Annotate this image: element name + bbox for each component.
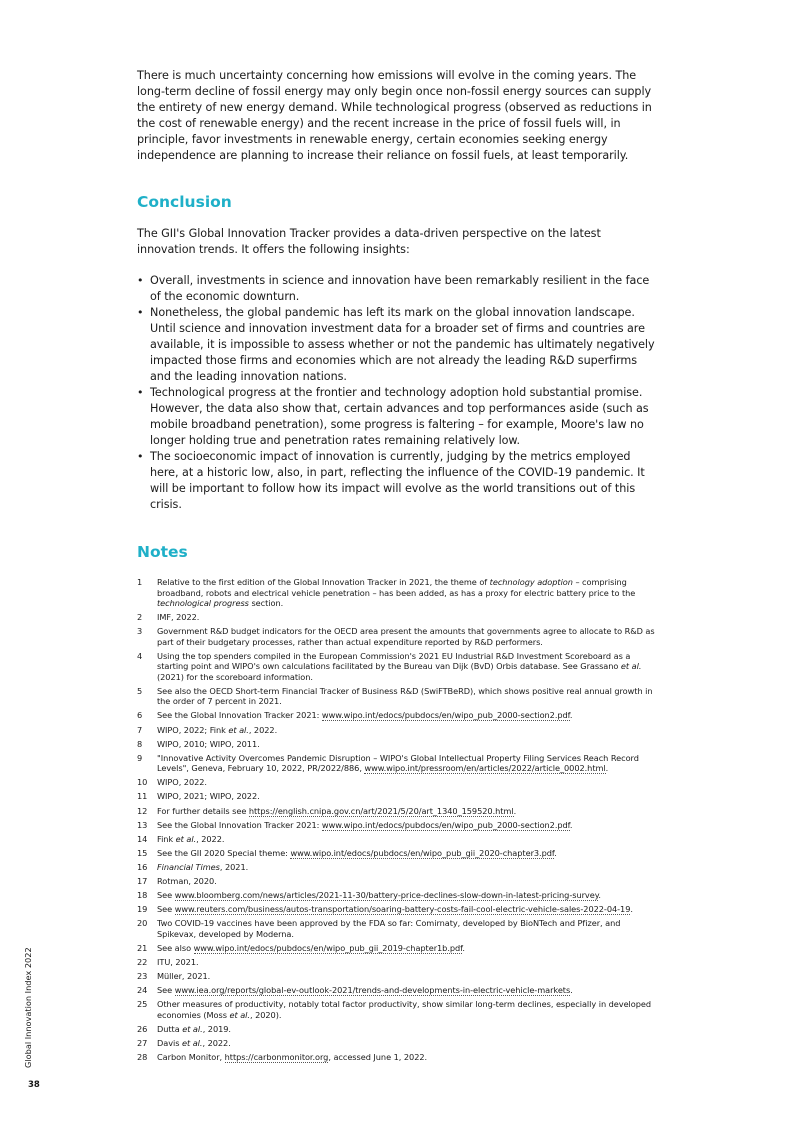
insights-list xyxy=(137,273,657,513)
note-text xyxy=(157,904,657,915)
notes-heading: Notes xyxy=(137,543,188,561)
note-item xyxy=(137,999,657,1020)
note-emphasis: technology adoption xyxy=(489,577,573,587)
note-item xyxy=(137,957,657,968)
notes-list xyxy=(137,577,657,1063)
note-text-segment: Müller, 2021. xyxy=(157,971,211,982)
note-item xyxy=(137,1052,657,1063)
note-text xyxy=(157,753,657,774)
insight-item xyxy=(137,273,657,305)
insight-text: Technological progress at the frontier and technology adoption hold substantial promise. However, the data also show that, certain advances and top performances aside (such as mobile broadband penetration), some progress is faltering – for example, Moore's law no longer holding true and penetration rates remaining relatively low. xyxy=(150,386,649,447)
note-text-segment: section. xyxy=(248,598,284,608)
note-text xyxy=(157,890,657,901)
note-number: 4 xyxy=(137,650,143,661)
note-text xyxy=(157,985,657,996)
note-text xyxy=(157,862,657,873)
note-text-segment: See also the OECD Short-term Financial Tracker of Business R&D (SwiFTBeRD), which shows positive real annual growth in the order of 7 percent in 2021. xyxy=(157,685,653,707)
note-emphasis: et al. xyxy=(228,724,249,735)
note-item xyxy=(137,753,657,774)
note-number: 13 xyxy=(137,819,148,830)
note-link[interactable]: www.wipo.int/pressroom/en/articles/2022/article_0002.html xyxy=(364,763,606,774)
note-emphasis: et al. xyxy=(175,833,197,844)
note-text-segment: For further details see xyxy=(157,805,249,816)
note-number: 19 xyxy=(137,904,148,915)
note-item xyxy=(137,1024,657,1035)
note-text-segment: WIPO, 2022; Fink xyxy=(157,724,229,735)
note-item xyxy=(137,918,657,939)
note-emphasis: et al. xyxy=(182,1023,203,1034)
note-text-segment: Dutta xyxy=(157,1023,183,1034)
note-text xyxy=(157,739,657,750)
note-text xyxy=(157,971,657,982)
note-number: 14 xyxy=(137,833,148,844)
note-text-segment: . xyxy=(569,819,573,830)
note-text-segment: Rotman, 2020. xyxy=(157,876,217,886)
bullet-icon: • xyxy=(137,386,144,399)
insight-text: The socioeconomic impact of innovation is currently, judging by the metrics employed here, at a historic low, also, in part, reflecting the influence of the COVID-19 pandemic. It will be important to follow how its impact will evolve as the world transitions out of this crisis. xyxy=(150,450,645,511)
note-text-segment: IMF, 2022. xyxy=(157,612,200,623)
note-text-segment: , accessed June 1, 2022. xyxy=(328,1052,428,1063)
note-item xyxy=(137,626,657,647)
note-number: 15 xyxy=(137,847,148,858)
note-number: 21 xyxy=(137,942,148,953)
note-text xyxy=(157,806,657,817)
note-number: 27 xyxy=(137,1037,148,1048)
note-emphasis: et al. xyxy=(182,1037,203,1048)
note-text xyxy=(157,791,657,802)
note-link[interactable]: www.wipo.int/edocs/pubdocs/en/wipo_pub_2000-section2.pdf xyxy=(321,710,570,721)
note-text xyxy=(157,1052,657,1063)
note-item xyxy=(137,791,657,802)
conclusion-heading: Conclusion xyxy=(137,193,232,211)
note-emphasis: Financial Times xyxy=(157,861,220,872)
note-item xyxy=(137,820,657,831)
note-text-segment: . xyxy=(554,847,557,858)
note-number: 28 xyxy=(137,1052,148,1063)
note-text xyxy=(157,918,657,939)
note-number: 9 xyxy=(137,752,143,763)
note-number: 6 xyxy=(137,710,143,721)
note-text-segment: Government R&D budget indicators for the OECD area present the amounts that governments agree to allocate to R&D as part of their budgetary processes, rather than actual expenditure reported by R&D performers. xyxy=(157,626,655,647)
insight-item xyxy=(137,449,657,513)
note-text-segment: WIPO, 2022. xyxy=(157,777,207,788)
insight-text: Nonetheless, the global pandemic has left its mark on the global innovation landscape. Until science and innovation investment data for a broader set of firms and countries are available, it is impossible to assess whether or not the pandemic has ultimately negatively impacted those firms and economies which are not already the leading R&D superfirms and the leading innovation nations. xyxy=(150,306,655,383)
note-text xyxy=(157,943,657,954)
note-text xyxy=(157,626,657,647)
note-text xyxy=(157,1038,657,1049)
note-emphasis: et al. xyxy=(229,1009,250,1020)
note-item xyxy=(137,651,657,683)
page-content xyxy=(137,68,657,1066)
note-item xyxy=(137,848,657,859)
note-number: 25 xyxy=(137,999,148,1010)
note-text xyxy=(157,777,657,788)
note-text-segment: , 2020). xyxy=(249,1009,282,1020)
note-number: 1 xyxy=(137,577,143,587)
note-text xyxy=(157,577,657,609)
publication-title-vertical: Global Innovation Index 2022 xyxy=(23,947,33,1068)
note-item xyxy=(137,777,657,788)
note-text-segment: , 2021. xyxy=(219,861,249,872)
note-link[interactable]: www.wipo.int/edocs/pubdocs/en/wipo_pub_2000-section2.pdf xyxy=(321,819,570,830)
note-number: 12 xyxy=(137,805,148,816)
note-text-segment: WIPO, 2021; WIPO, 2022. xyxy=(157,791,260,802)
note-item xyxy=(137,985,657,996)
note-text-segment: See xyxy=(157,890,175,901)
bullet-icon: • xyxy=(137,450,144,463)
intro-paragraph: There is much uncertainty concerning how emissions will evolve in the coming years. The long-term decline of fossil energy may only begin once non-fossil energy sources can supply the entirety of new energy demand. While technological progress (observed as reductions in the cost of renewable energy) and the recent increase in the price of fossil fuels will, in principle, favor investments in renewable energy, certain economies seeking energy independence are planning to increase their reliance on fossil fuels, at least temporarily. xyxy=(137,69,652,162)
note-text-segment: (2021) for the scoreboard information. xyxy=(157,671,313,682)
note-text-segment: See xyxy=(157,985,175,996)
note-item xyxy=(137,971,657,982)
note-text-segment: Two COVID-19 vaccines have been approved by the FDA so far: Comirnaty, developed by BioNTech and Pfizer, and Spikevax, developed by Moderna. xyxy=(157,918,621,939)
note-text-segment: , 2022. xyxy=(202,1037,231,1048)
note-text xyxy=(157,957,657,968)
note-link[interactable]: www.bloomberg.com/news/articles/2021-11-30/battery-price-declines-slow-down-in-latest-pricing-survey xyxy=(174,890,599,901)
note-text-segment: . xyxy=(570,985,573,996)
note-text-segment: – comprising broadband, robots and electrical vehicle penetration – has been added, as has a proxy for electric battery price to the xyxy=(157,577,636,598)
note-item xyxy=(137,890,657,901)
note-number: 16 xyxy=(137,861,148,872)
note-number: 18 xyxy=(137,890,148,901)
note-number: 11 xyxy=(137,791,148,802)
note-text xyxy=(157,876,657,887)
insight-item xyxy=(137,385,657,449)
note-item xyxy=(137,876,657,887)
note-emphasis: technological progress xyxy=(157,598,249,608)
note-text-segment: WIPO, 2010; WIPO, 2011. xyxy=(157,738,260,749)
note-text-segment: Using the top spenders compiled in the European Commission's 2021 EU Industrial R&D Investment Scoreboard as a starting point and WIPO's own calculations facilitated by the Bureau van Dijk (BvD) Orbis database. See Grassano xyxy=(157,650,631,672)
note-item xyxy=(137,862,657,873)
bullet-icon: • xyxy=(137,306,144,319)
note-text-segment: . xyxy=(569,710,573,721)
note-text-segment: . xyxy=(462,942,465,953)
note-number: 10 xyxy=(137,777,148,788)
note-number: 3 xyxy=(137,626,143,637)
note-text xyxy=(157,820,657,831)
note-text-segment: See also xyxy=(157,942,194,953)
note-text xyxy=(157,686,657,707)
note-text-segment: . xyxy=(605,763,609,774)
note-text xyxy=(157,1024,657,1035)
conclusion-lead: The GII's Global Innovation Tracker provides a data-driven perspective on the latest innovation trends. It offers the following insights: xyxy=(137,227,601,256)
note-link[interactable]: www.wipo.int/edocs/pubdocs/en/wipo_pub_gii_2019-chapter1b.pdf xyxy=(193,942,463,953)
note-item xyxy=(137,686,657,707)
insight-item xyxy=(137,305,657,385)
note-emphasis: et al. xyxy=(620,661,642,672)
note-item xyxy=(137,612,657,623)
note-item xyxy=(137,710,657,721)
note-text-segment: See xyxy=(157,904,175,915)
note-number: 23 xyxy=(137,971,148,982)
note-item xyxy=(137,725,657,736)
note-item xyxy=(137,904,657,915)
note-link[interactable]: www.reuters.com/business/autos-transportation/soaring-battery-costs-fail-cool-electric-vehicle-sales-2022-04-19 xyxy=(174,904,631,915)
note-text-segment: Relative to the first edition of the Global Innovation Tracker in 2021, the theme of xyxy=(157,577,490,587)
note-text-segment: See the GII 2020 Special theme: xyxy=(157,847,291,858)
note-text xyxy=(157,651,657,683)
note-text xyxy=(157,999,657,1020)
note-item xyxy=(137,1038,657,1049)
note-item xyxy=(137,739,657,750)
note-number: 20 xyxy=(137,918,148,929)
note-link[interactable]: https://carbonmonitor.org xyxy=(224,1052,329,1063)
note-link[interactable]: https://english.cnipa.gov.cn/art/2021/5/20/art_1340_159520.html xyxy=(248,805,514,816)
note-text xyxy=(157,612,657,623)
insight-text: Overall, investments in science and innovation have been remarkably resilient in the face of the economic downturn. xyxy=(150,274,650,303)
note-number: 26 xyxy=(137,1023,148,1034)
note-text-segment: ITU, 2021. xyxy=(157,956,199,967)
note-text-segment: See the Global Innovation Tracker 2021: xyxy=(157,710,322,721)
note-text-segment: , 2022. xyxy=(196,833,225,844)
note-number: 2 xyxy=(137,612,143,623)
note-item xyxy=(137,834,657,845)
note-number: 24 xyxy=(137,985,148,996)
note-text-segment: . xyxy=(513,805,517,816)
note-item xyxy=(137,577,657,609)
page-number: 38 xyxy=(28,1080,40,1090)
note-text-segment: . xyxy=(630,904,633,915)
note-text-segment: , 2019. xyxy=(202,1023,231,1034)
note-item xyxy=(137,943,657,954)
note-text-segment: Other measures of productivity, notably total factor productivity, show similar long-term declines, especially in developed economies (Moss xyxy=(157,999,652,1020)
note-text-segment: , 2022. xyxy=(248,724,278,735)
note-text-segment: Fink xyxy=(157,833,176,844)
note-text-segment: "Innovative Activity Overcomes Pandemic Disruption – WIPO's Global Intellectual Property Filing Services Reach Record Levels", Geneva, February 10, 2022, PR/2022/886, xyxy=(157,752,639,774)
note-text-segment: See the Global Innovation Tracker 2021: xyxy=(157,819,322,830)
note-number: 7 xyxy=(137,724,143,735)
note-text xyxy=(157,834,657,845)
note-number: 22 xyxy=(137,956,148,967)
note-link[interactable]: www.iea.org/reports/global-ev-outlook-2021/trends-and-developments-in-electric-vehicle-markets xyxy=(174,985,571,996)
note-text xyxy=(157,725,657,736)
note-link[interactable]: www.wipo.int/edocs/pubdocs/en/wipo_pub_gii_2020-chapter3.pdf xyxy=(290,847,555,858)
note-number: 5 xyxy=(137,685,143,696)
note-text-segment: . xyxy=(598,890,601,901)
note-number: 8 xyxy=(137,738,143,749)
note-number: 17 xyxy=(137,876,148,886)
note-text xyxy=(157,710,657,721)
note-text-segment: Davis xyxy=(157,1037,183,1048)
note-item xyxy=(137,806,657,817)
note-text-segment: Carbon Monitor, xyxy=(157,1052,225,1063)
note-text xyxy=(157,848,657,859)
bullet-icon: • xyxy=(137,274,144,287)
